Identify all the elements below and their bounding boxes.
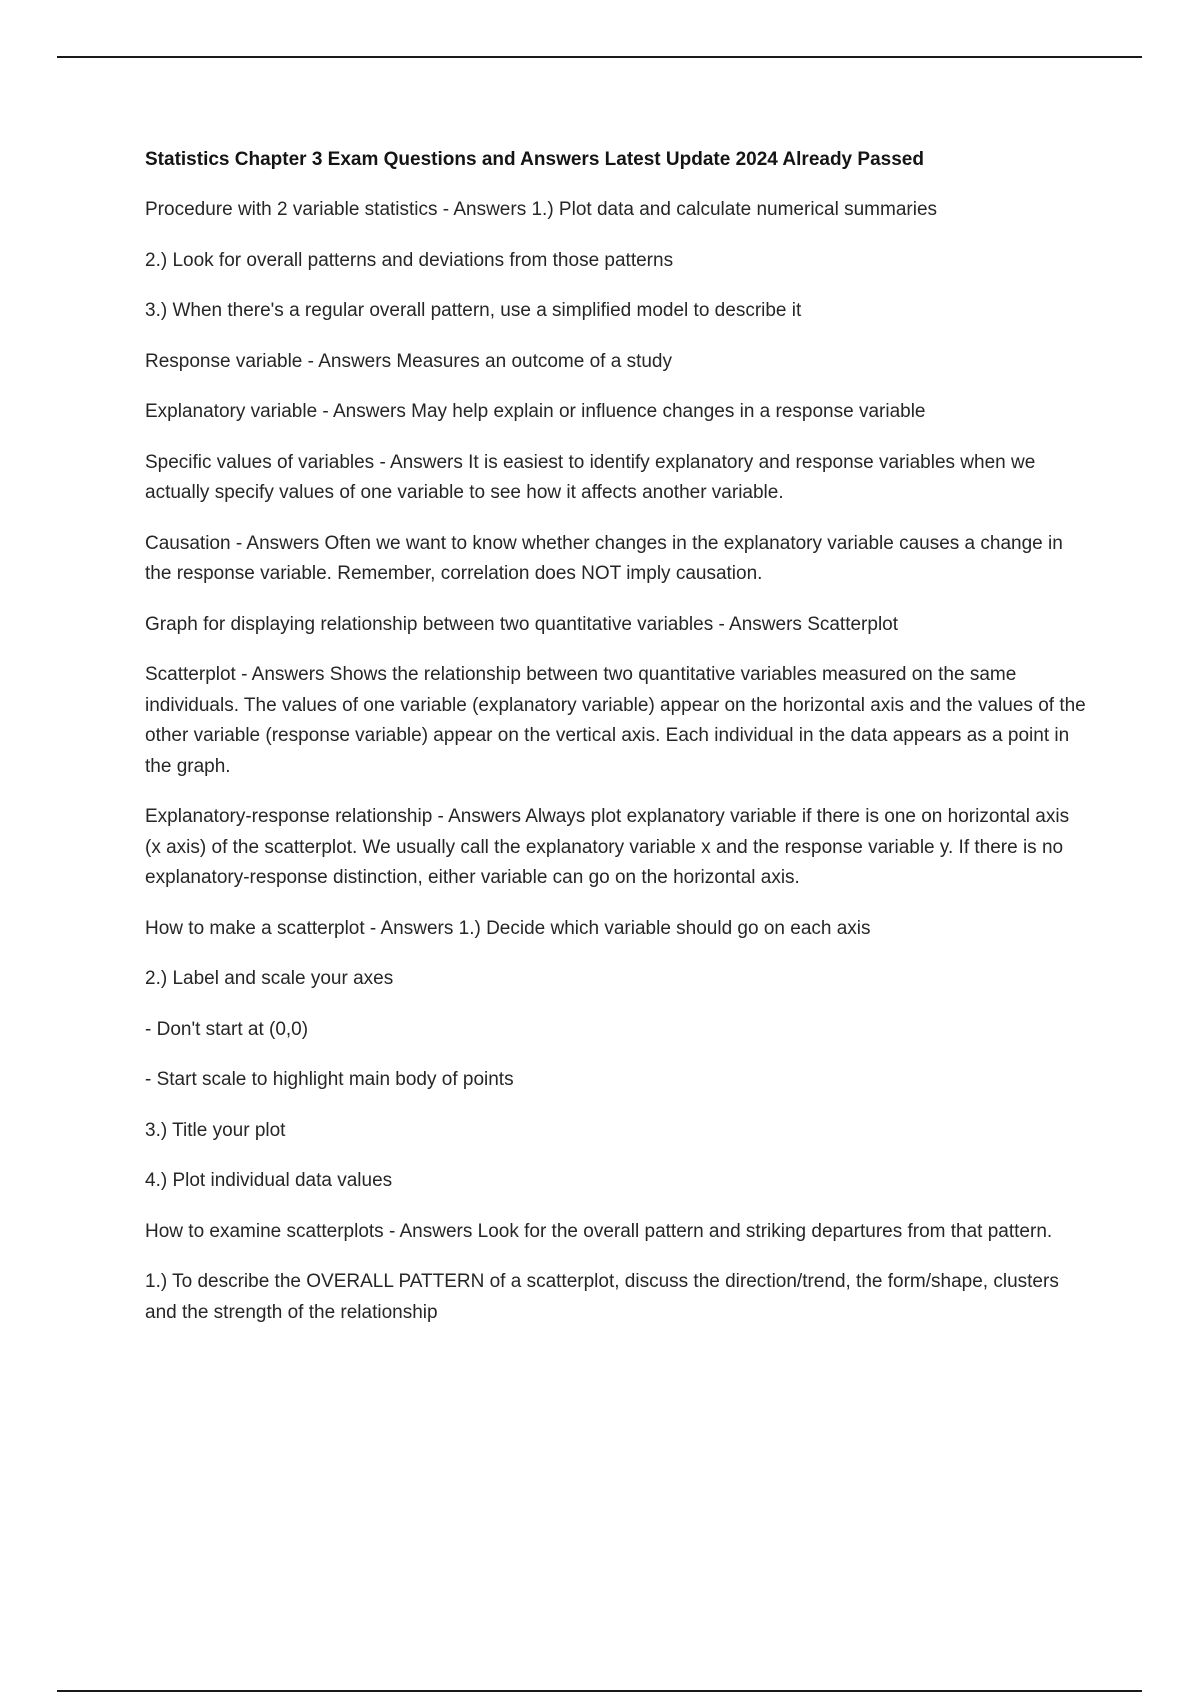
document-title: Statistics Chapter 3 Exam Questions and Answers Latest Update 2024 Already Passed	[145, 149, 924, 170]
footer-rule	[57, 1690, 1142, 1692]
paragraph-examine-scatterplots: How to examine scatterplots - Answers Look for the overall pattern and striking departures from that pattern.	[145, 1220, 1053, 1242]
paragraph-overall-pattern: 1.) To describe the OVERALL PATTERN of a scatterplot, discuss the direction/trend, the form/shape, clusters and the strength of the relationship	[145, 1271, 1059, 1323]
paragraph-graph-type: Graph for displaying relationship between two quantitative variables - Answers Scatterplot	[145, 613, 899, 635]
paragraph-explanatory-variable: Explanatory variable - Answers May help explain or influence changes in a response variable	[145, 401, 926, 422]
paragraph-explanatory-response: Explanatory-response relationship - Answers Always plot explanatory variable if there is one on horizontal axis (x axis) of the scatterplot. We usually call the explanatory variable x and the response variable y. If there is no explanatory-response distinction, either variable can go on the horizontal axis.	[145, 806, 1070, 888]
paragraph-specific-values: Specific values of variables - Answers It is easiest to identify explanatory and response variables when we actually specify values of one variable to see how it affects another variable.	[145, 451, 1036, 503]
paragraph-start-scale: - Start scale to highlight main body of points	[145, 1069, 514, 1090]
document-body	[145, 145, 1090, 1348]
paragraph-causation: Causation - Answers Often we want to know whether changes in the explanatory variable causes a change in the response variable. Remember, correlation does NOT imply causation.	[145, 532, 1063, 584]
paragraph-plot-values: 4.) Plot individual data values	[145, 1170, 393, 1191]
header-rule	[57, 56, 1142, 58]
paragraph-procedure: Procedure with 2 variable statistics - Answers 1.) Plot data and calculate numerical summaries	[145, 199, 938, 220]
paragraph-title-plot: 3.) Title your plot	[145, 1119, 286, 1141]
paragraph-label-axes: 2.) Label and scale your axes	[145, 968, 394, 989]
paragraph-dont-start-origin: - Don't start at (0,0)	[145, 1018, 309, 1040]
paragraph-scatterplot: Scatterplot - Answers Shows the relationship between two quantitative variables measured on the same individuals. The values of one variable (explanatory variable) appear on the horizontal axis and the values of the other variable (response variable) appear on the vertical axis. Each individual in the data appears as a point in the graph.	[145, 664, 1086, 777]
paragraph-response-variable: Response variable - Answers Measures an outcome of a study	[145, 350, 672, 372]
paragraph-step-3: 3.) When there's a regular overall pattern, use a simplified model to describe it	[145, 300, 802, 321]
paragraph-make-scatterplot: How to make a scatterplot - Answers 1.) Decide which variable should go on each axis	[145, 917, 871, 939]
paragraph-step-2: 2.) Look for overall patterns and deviations from those patterns	[145, 249, 674, 271]
